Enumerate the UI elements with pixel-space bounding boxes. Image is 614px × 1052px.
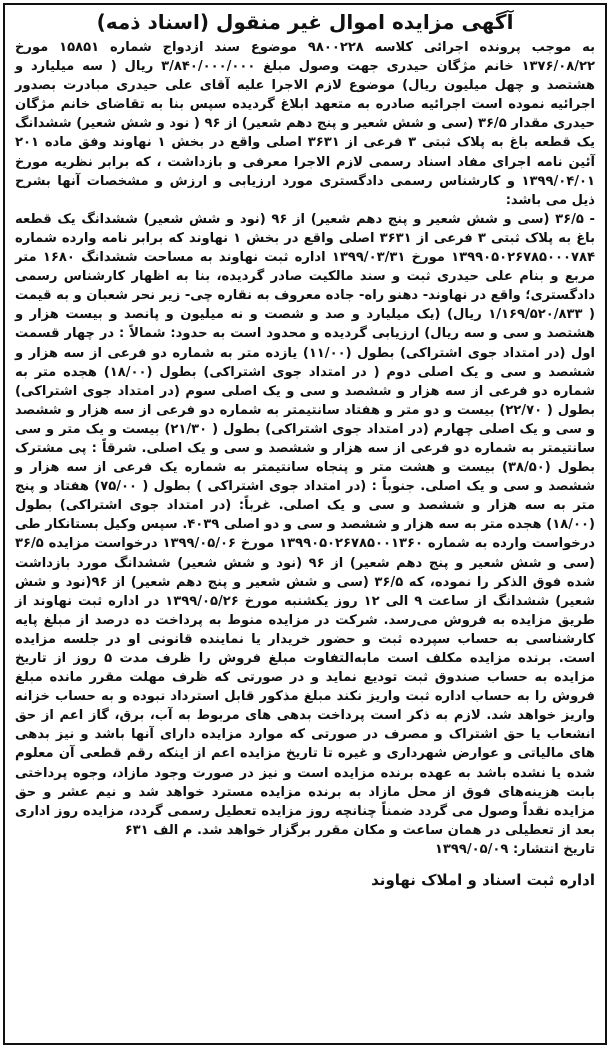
notice-frame: [3, 3, 607, 1045]
notice-paragraph-intro: به موجب پرونده اجرائی کلاسه ۹۸۰۰۲۲۸ موضوع سند ازدواج شماره ۱۵۸۵۱ مورخ ۱۳۷۶/۰۸/۲۲ خانم مژگان حیدری جهت وصول مبلغ ۳/۸۴۰/۰۰۰/۰۰۰ ریال ( سه میلیارد و هشتصد و چهل میلیون ریال) موضوع لازم الاجرا علیه آقای علی حیدری مبادرت بصدور اجرائیه نموده است اجرائیه صادره به متعهد ابلاغ گردیده سپس بنا به تقاضای خانم مژگان حیدری مقدار ۳۶/۵ (سی و شش شعیر و پنج دهم شعیر) از ۹۶ ( نود و شش شعیر) ششدانگ یک قطعه باغ به پلاک ثبتی ۳ فرعی از ۳۶۳۱ اصلی واقع در بخش ۱ نهاوند وفق ماده ۲۰۱ آئین نامه اجرای مفاد اسناد رسمی لازم الاجرا معرفی و بازداشت ، که برابر نظریه مورخ ۱۳۹۹/۰۴/۰۱ و کارشناس رسمی دادگستری مورد ارزیابی و ارزش و مشخصات آنها بشرح ذیل می باشد:: [15, 40, 595, 208]
publish-date: تاریخ انتشار: ۱۳۹۹/۰۵/۰۹: [434, 841, 595, 857]
notice-body: [5, 35, 605, 840]
notice-title: آگهی مزایده اموال غیر منقول (اسناد ذمه): [96, 10, 514, 34]
notice-paragraph-details: - ۳۶/۵ (سی و شش شعیر و پنج دهم شعیر) از ۹۶ (نود و شش شعیر) ششدانگ یک قطعه باغ به پلاک ثبتی ۳ فرعی از ۳۶۳۱ اصلی واقع در بخش ۱ نهاوند که برابر نامه وارده شماره ۱۳۹۹۰۵۰۲۶۷۸۵۰۰۰۷۸۴ مورخ ۱۳۹۹/۰۳/۳۱ اداره ثبت نهاوند به مساحت ششدانگ ۱۶۸۰ متر مربع و بنام علی حیدری ثبت و سند مالکیت صادر گردیده، بنا به اظهار کارشناس رسمی دادگستری؛ واقع در نهاوند- دهنو راه- جاده معروف به نقاره چی- زیر نحر شعبان و به قیمت ( ۱/۱۶۹/۵۲۰/۸۳۳ ریال) (یک میلیارد و صد و شصت و نه میلیون و پانصد و بیست هزار و هشتصد و سی و سه ریال) ارزیابی گردیده و محدود است به حدود: شمالاً : در چهار قسمت اول (در امتداد جوی اشتراکی) بطول (۱۱/۰۰) یازده متر به شماره دو فرعی از سه هزار و ششصد و سی و یک اصلی دوم ( در امتداد جوی اشتراکی) بطول (۱۸/۰۰) هجده متر به شماره دو فرعی از سه هزار و ششصد و سی و یک اصلی سوم (در امتداد جوی اشتراکی) بطول ( ۲۲/۷۰) بیست و دو متر و هفتاد سانتیمتر به شماره دو فرعی از سه هزار و ششصد و سی و یک اصلی چهارم (در امتداد جوی اشتراکی) بطول ( ۲۱/۳۰) بیست و یک متر و سی سانتیمتر به شماره دو فرعی از سه هزار و ششصد و سی و یک اصلی. شرقاً : پی مشترک بطول (۳۸/۵۰) بیست و هشت متر و پنجاه سانتیمتر به شماره یک فرعی از سه هزار و ششصد و سی و یک اصلی. جنوباً : (در امتداد جوی اشتراکی ) بطول ( ۷۵/۰۰) هفتاد و پنج متر به سه هزار و ششصد و سی و یک اصلی. غرباً: (در امتداد جوی اشتراکی) بطول (۱۸/۰۰) هجده متر به سه هزار و ششصد و سی و دو اصلی ۴۰۳۹. سپس وکیل بستانکار طی درخواست وارده به شماره ۱۳۹۹۰۵۰۲۶۷۸۵۰۰۱۳۶۰ مورخ ۱۳۹۹/۰۵/۰۶ درخواست مزایده ۳۶/۵ (سی و شش شعیر و پنج دهم شعیر) از ۹۶ (نود و شش شعیر) ششدانگ مورد بازداشت شده فوق الذکر را نموده، که ۳۶/۵ (سی و شش شعیر و پنج دهم شعیر) از ۹۶(نود و شش شعیر) ششدانگ از ساعت ۹ الی ۱۲ روز یکشنبه مورخ ۱۳۹۹/۰۵/۲۶ در اداره ثبت نهاوند از طریق مزایده به فروش می‌رسد. شرکت در مزایده منوط به پرداخت ده درصد از مبلغ پایه کارشناسی به حساب سپرده ثبت و حضور خریدار یا نماینده قانونی او در جلسه مزایده است. برنده مزایده مکلف است مابه‌التفاوت مبلغ فروش را ظرف مدت ۵ روز از تاریخ مزایده به حساب صندوق ثبت تودیع نماید و در صورتی که ظرف مهلت مقرر مانده مبلغ فروش را به حساب اداره ثبت واریز نکند مبلغ مذکور قابل استرداد نبوده و به حساب خزانه واریز خواهد شد. لازم به ذکر است پرداخت بدهی های مربوط به آب، برق، گاز اعم از حق انشعاب یا حق اشتراک و مصرف در صورتی که موارد مزایده دارای آنها باشد و نیز بدهی های مالیاتی و عوارض شهرداری و غیره تا تاریخ مزایده اعم از اینکه رقم قطعی آن معلوم شده یا نشده باشد به عهده برنده مزایده است و نیز در صورت وجود مازاد، وجوه پرداختی بابت هزینه‌های فوق از محل مازاد به برنده مزایده مسترد خواهد شد و نیم عشر و حق مزایده نقداً وصول می گردد ضمناً چنانچه روز مزایده تعطیل رسمی گردد، مزایده روز اداری بعد از تعطیلی در همان ساعت و مکان مقرر برگزار خواهد شد. م الف ۶۳۱: [15, 211, 595, 838]
issuer-signature: اداره ثبت اسناد و املاک نهاوند: [371, 870, 595, 889]
